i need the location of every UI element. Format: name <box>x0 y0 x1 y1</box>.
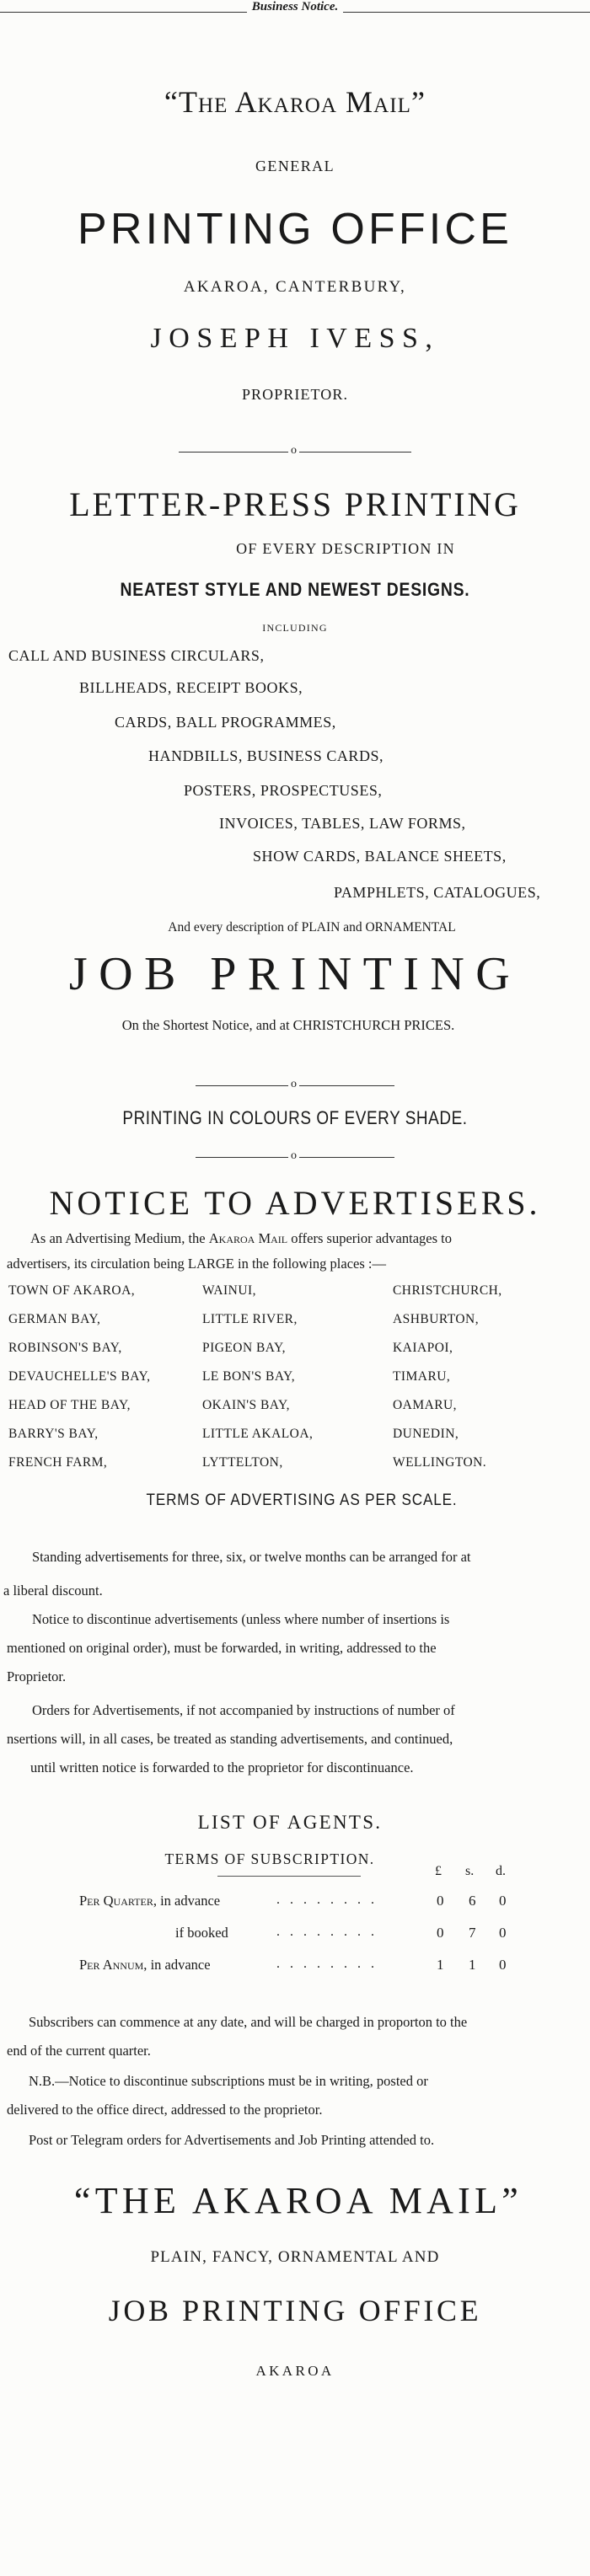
intro-paper-name: Akaroa Mail <box>208 1230 288 1246</box>
rate-label: Per Annum, <box>79 1957 148 1973</box>
rate-shillings: 7 <box>469 1925 476 1941</box>
footer-office-title: JOB PRINTING OFFICE <box>108 2294 482 2327</box>
nb-line2: delivered to the office direct, addressed to the proprietor. <box>7 2102 323 2118</box>
rate-label: Per Quarter, <box>79 1893 157 1909</box>
rate-pence: 0 <box>499 1893 507 1909</box>
footer-paper-name: “THE AKAROA MAIL” <box>73 2180 523 2221</box>
town-cell: ASHBURTON, <box>393 1312 480 1326</box>
rate-shillings: 1 <box>469 1957 476 1973</box>
nb-line1: N.B.—Notice to discontinue subscriptions must be in writing, posted or <box>29 2073 428 2089</box>
town-cell: LE BON'S BAY, <box>202 1369 296 1384</box>
post-telegram-line: Post or Telegram orders for Advertisements and Job Printing attended to. <box>29 2132 435 2148</box>
town-cell: FRENCH FARM, <box>8 1455 108 1470</box>
shillings-header: s. <box>465 1864 475 1878</box>
service-item-5: POSTERS, PROSPECTUSES, <box>184 782 383 799</box>
service-item-6: INVOICES, TABLES, LAW FORMS, <box>219 815 466 832</box>
rate-label-suffix: if booked <box>175 1925 228 1941</box>
rate-dots: . . . . . . . . <box>276 1925 378 1939</box>
rate-row-booked <box>175 1925 228 1941</box>
town-cell: DUNEDIN, <box>393 1427 459 1441</box>
rate-pounds: 0 <box>437 1893 444 1909</box>
town-cell: WAINUI, <box>202 1283 256 1298</box>
service-item-8: PAMPHLETS, CATALOGUES, <box>334 884 541 901</box>
divider-ornament-2: o <box>288 1079 299 1090</box>
general-label: GENERAL <box>255 158 335 174</box>
subscription-title: TERMS OF SUBSCRIPTION. <box>164 1850 375 1867</box>
town-cell: HEAD OF THE BAY, <box>8 1398 131 1412</box>
pounds-header: £ <box>435 1864 442 1878</box>
town-cell: TIMARU, <box>393 1369 451 1384</box>
printing-office-title: PRINTING OFFICE <box>78 205 512 254</box>
orders-para-line3: until written notice is forwarded to the proprietor for discontinuance. <box>30 1759 414 1775</box>
neatest-style-line: NEATEST STYLE AND NEWEST DESIGNS. <box>120 579 470 600</box>
service-item-2: BILLHEADS, RECEIPT BOOKS, <box>79 679 303 696</box>
rate-pence: 0 <box>499 1957 507 1973</box>
advertisers-intro-line1 <box>30 1230 452 1247</box>
proprietor-title: PROPRIETOR. <box>241 386 349 403</box>
rate-pounds: 0 <box>437 1925 444 1941</box>
every-description-line: And every description of PLAIN and ORNAMENTAL <box>168 920 456 935</box>
subscribers-line1: Subscribers can commence at any date, and will be charged in proporton to the <box>29 2014 468 2030</box>
business-notice-header: Business Notice. <box>247 0 344 13</box>
footer-kinds-line: PLAIN, FANCY, ORNAMENTAL AND <box>150 2248 440 2266</box>
pence-header: d. <box>496 1864 506 1878</box>
service-item-4: HANDBILLS, BUSINESS CARDS, <box>148 747 384 764</box>
town-cell: ROBINSON'S BAY, <box>8 1341 122 1355</box>
rate-pence: 0 <box>499 1925 507 1941</box>
town-cell: KAIAPOI, <box>393 1341 453 1355</box>
orders-para-line1: Orders for Advertisements, if not accompanied by instructions of number of <box>32 1702 455 1718</box>
rate-label-suffix: in advance <box>150 1957 211 1973</box>
town-cell: TOWN OF AKAROA, <box>8 1283 136 1298</box>
service-item-7: SHOW CARDS, BALANCE SHEETS, <box>253 848 507 865</box>
shortest-notice-line: On the Shortest Notice, and at CHRISTCHURCH PRICES. <box>121 1017 455 1033</box>
agents-title: LIST OF AGENTS. <box>197 1812 383 1833</box>
service-item-3: CARDS, BALL PROGRAMMES, <box>115 714 336 731</box>
town-cell: LITTLE RIVER, <box>202 1312 298 1326</box>
paper-name: “The Akaroa Mail” <box>164 85 426 119</box>
location-line: AKAROA, CANTERBURY, <box>183 278 407 296</box>
service-item-1: CALL AND BUSINESS CIRCULARS, <box>8 647 265 664</box>
rate-shillings: 6 <box>469 1893 476 1909</box>
colours-line: PRINTING IN COLOURS OF EVERY SHADE. <box>122 1107 468 1128</box>
town-cell: BARRY'S BAY, <box>8 1427 99 1441</box>
standing-para-line2: a liberal discount. <box>3 1583 103 1599</box>
rate-label-suffix: in advance <box>160 1893 221 1909</box>
divider-ornament: o <box>288 445 299 457</box>
advertisers-title: NOTICE TO ADVERTISERS. <box>49 1184 541 1222</box>
advertisers-intro-line2: advertisers, its circulation being LARGE in the following places :— <box>7 1256 386 1272</box>
orders-para-line2: nsertions will, in all cases, be treated as standing advertisements, and continued, <box>7 1731 453 1747</box>
town-cell: LITTLE AKALOA, <box>202 1427 314 1441</box>
town-cell: LYTTELTON, <box>202 1455 283 1470</box>
divider-ornament-3: o <box>288 1150 299 1162</box>
footer-town: AKAROA <box>255 2363 335 2379</box>
rate-row-annum <box>79 1957 211 1974</box>
including-label: INCLUDING <box>262 622 328 634</box>
town-cell: PIGEON BAY, <box>202 1341 287 1355</box>
subscription-underline <box>217 1876 361 1877</box>
rate-dots: . . . . . . . . <box>276 1957 378 1971</box>
town-cell: CHRISTCHURCH, <box>393 1283 502 1298</box>
town-cell: OAMARU, <box>393 1398 458 1412</box>
rate-row-quarter <box>79 1893 220 1909</box>
town-cell: DEVAUCHELLE'S BAY, <box>8 1369 151 1384</box>
rate-dots: . . . . . . . . <box>276 1893 378 1907</box>
intro-text-a: As an Advertising Medium, the <box>30 1230 206 1246</box>
town-cell: GERMAN BAY, <box>8 1312 101 1326</box>
subscribers-line2: end of the current quarter. <box>7 2043 151 2059</box>
intro-text-b: offers superior advantages to <box>291 1230 452 1246</box>
discontinue-para-line1: Notice to discontinue advertisements (unless where number of insertions is <box>32 1611 450 1627</box>
terms-line: TERMS OF ADVERTISING AS PER SCALE. <box>146 1492 458 1509</box>
discontinue-para-line2: mentioned on original order), must be forwarded, in writing, addressed to the <box>7 1640 437 1656</box>
town-cell: WELLINGTON. <box>393 1455 487 1470</box>
letterpress-subtitle: OF EVERY DESCRIPTION IN <box>236 540 455 557</box>
town-cell: OKAIN'S BAY, <box>202 1398 290 1412</box>
letterpress-title: LETTER-PRESS PRINTING <box>69 485 521 523</box>
standing-para-line1: Standing advertisements for three, six, or twelve months can be arranged for at <box>32 1549 471 1565</box>
rate-pounds: 1 <box>437 1957 444 1973</box>
job-printing-title: JOB PRINTING <box>68 948 522 1000</box>
proprietor-name: JOSEPH IVESS, <box>150 323 440 354</box>
discontinue-para-line3: Proprietor. <box>7 1668 67 1684</box>
